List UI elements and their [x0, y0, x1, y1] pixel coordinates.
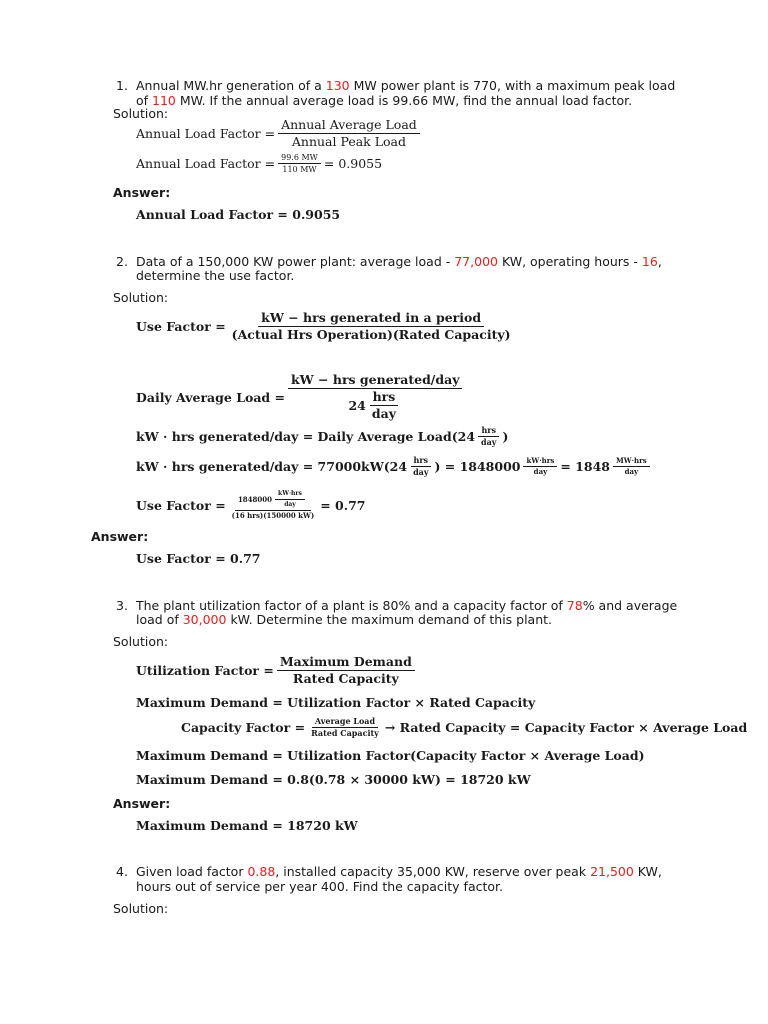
problem-3-equation-1: Utilization Factor = $\frac{\text{Maximum Demand}}{\text{Rated Capacity}}$ [136, 655, 418, 686]
problem-4-question-line-1: Given load factor 0.88, installed capacity 35,000 KW, reserve over peak 21,500 KW, [136, 864, 662, 879]
highlight-value: 78 [566, 598, 583, 613]
problem-3-question-line-2: load of 30,000 kW. Determine the maximum demand of this plant. [136, 612, 553, 627]
problem-2-equation-5: Use Factor = 1848000 $\frac{\text{kW·hrs}}{\text{day}}$ (16 hrs)(150000 kW) = 0.77 [136, 490, 366, 520]
problem-1-question-line-2: of 110 MW. If the annual average load is 99.66 MW, find the annual load factor. [136, 93, 633, 108]
problem-2-equation-1: Use Factor = $\frac{\text{kW − hrs generated in a period}}{\text{(Actual Hrs Operation)(Rated Capacity)}}$ [136, 310, 511, 342]
highlight-value: 16 [641, 254, 658, 269]
problem-2-solution-label: Solution: [113, 290, 169, 305]
problem-1-question-line-1: Annual MW.hr generation of a 130 MW power plant is 770, with a maximum peak load [136, 78, 676, 93]
problem-3-solution-label: Solution: [113, 634, 169, 649]
highlight-value: 30,000 [182, 612, 227, 627]
problem-2-question-line-1: Data of a 150,000 KW power plant: average load - 77,000 KW, operating hours - 16, [136, 254, 662, 269]
problem-2-number: 2. [116, 254, 128, 269]
problem-1-equation-2: Annual Load Factor = $\frac{99.6 MW}{110 MW}$ = 0.9055 [136, 153, 383, 174]
highlight-value: 130 [325, 78, 350, 93]
problem-2-answer-label: Answer: [91, 529, 149, 544]
problem-3-equation-3: Capacity Factor = $\frac{\text{Average Load}}{\text{Rated Capacity}}$ → Rated Capacity = Capacity Factor × Average Load [181, 716, 748, 738]
problem-3-equation-4: Maximum Demand = Utilization Factor(Capacity Factor × Average Load) [136, 748, 645, 763]
problem-1-number: 1. [116, 78, 128, 93]
problem-2-question-line-2: determine the use factor. [136, 268, 295, 283]
problem-3-answer-label: Answer: [113, 796, 171, 811]
problem-2-equation-3: kW · hrs generated/day = Daily Average Load(24 $\frac{\text{hrs}}{\text{day}}$ ) [136, 425, 509, 447]
problem-1-answer-label: Answer: [113, 185, 171, 200]
problem-4-question-line-2: hours out of service per year 400. Find the capacity factor. [136, 879, 503, 894]
highlight-value: 110 [152, 93, 176, 108]
highlight-value: 0.88 [247, 864, 276, 879]
problem-4-solution-label: Solution: [113, 901, 169, 916]
problem-1-answer: Annual Load Factor = 0.9055 [136, 207, 341, 222]
problem-3-number: 3. [116, 598, 128, 613]
problem-3-question-line-1: The plant utilization factor of a plant is 80% and a capacity factor of 78% and average [136, 598, 678, 613]
highlight-value: 21,500 [590, 864, 634, 879]
problem-1-solution-label: Solution: [113, 106, 169, 121]
problem-2-equation-4: kW · hrs generated/day = 77000kW (24 $\frac{\text{hrs}}{\text{day}}$ ) = 1848000 $\frac{\text{kW·hrs}}{\text{day}}$ = 1848 $\frac{\text{MW·hrs}}{\text{day}}$ [136, 456, 653, 477]
problem-3-answer: Maximum Demand = 18720 kW [136, 818, 358, 833]
problem-3-equation-2: Maximum Demand = Utilization Factor × Rated Capacity [136, 695, 536, 710]
problem-2-equation-2: Daily Average Load = kW − hrs generated/day 24 $\frac{\text{hrs}}{\text{day}}$ [136, 373, 465, 421]
problem-1-equation-1: Annual Load Factor = $\frac{\text{Annual Average Load}}{\text{Annual Peak Load}}$ [136, 118, 423, 149]
highlight-value: 77,000 [454, 254, 498, 269]
problem-2-answer: Use Factor = 0.77 [136, 551, 261, 566]
problem-4-number: 4. [116, 864, 128, 879]
problem-3-equation-5: Maximum Demand = 0.8(0.78 × 30000 kW) = 18720 kW [136, 772, 531, 787]
